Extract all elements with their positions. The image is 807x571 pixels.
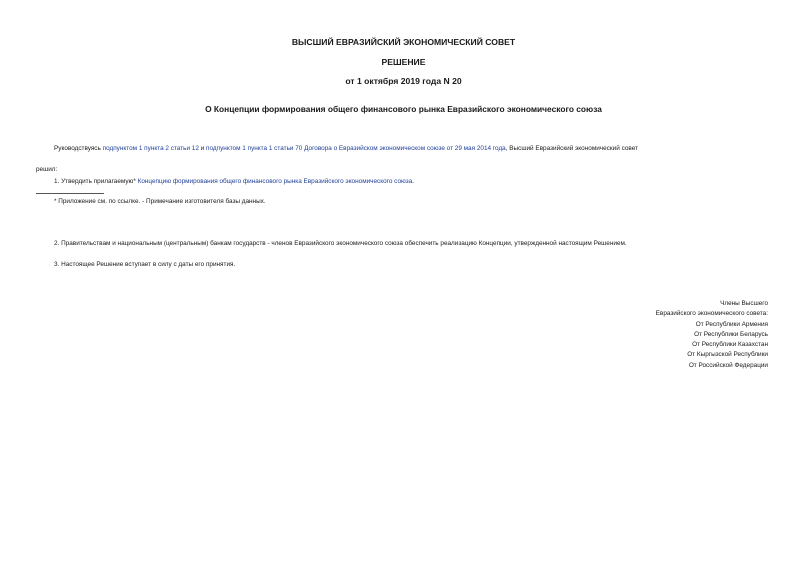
item-1 xyxy=(54,178,414,186)
signature-line-2: Евразийского экономического совета: xyxy=(655,310,768,318)
intro-text-2: и xyxy=(198,145,207,152)
decided-label: решил: xyxy=(36,166,58,173)
document-title: О Концепции формирования общего финансового рынка Евразийского экономического союза xyxy=(205,104,602,114)
issuing-body: ВЫСШИЙ ЕВРАЗИЙСКИЙ ЭКОНОМИЧЕСКИЙ СОВЕТ xyxy=(291,37,516,47)
member-kazakhstan: От Республики Казахстан xyxy=(692,341,768,349)
item-1-end: . xyxy=(412,178,415,185)
article-12-link[interactable]: подпунктом 1 пункта 2 статьи 12 xyxy=(102,145,199,152)
item-2: 2. Правительствам и национальным (центральным) банкам государств - членов Евразийского экономического союза обеспечить реализацию Концепции, утвержденной настоящим Решением. xyxy=(54,240,627,247)
document-date-number: от 1 октября 2019 года N 20 xyxy=(345,76,462,86)
item-1-text: 1. Утвердить прилагаемую* xyxy=(54,178,138,185)
document-type: РЕШЕНИЕ xyxy=(381,57,426,67)
footnote: * Приложение см. по ссылке. - Примечание изготовителя базы данных. xyxy=(54,198,266,205)
footnote-separator xyxy=(36,193,104,194)
treaty-article-70-link[interactable]: подпунктом 1 пункта 1 статьи 70 Договора о Евразийском экономическом союзе от 29 мая 2014 года xyxy=(206,145,506,152)
member-armenia: От Республики Армения xyxy=(695,320,768,328)
member-russia: От Российской Федерации xyxy=(688,361,768,369)
intro-paragraph xyxy=(54,145,638,153)
member-kyrgyzstan: От Кыргызской Республики xyxy=(687,351,768,359)
item-3: 3. Настоящее Решение вступает в силу с даты его принятия. xyxy=(54,261,236,268)
signature-line-1: Члены Высшего xyxy=(720,300,768,307)
intro-text-3: , Высший Евразийский экономический совет xyxy=(505,145,638,152)
concept-link[interactable]: Концепцию формирования общего финансового рынка Евразийского экономического союза xyxy=(137,178,413,185)
signature-block xyxy=(656,299,768,371)
member-belarus: От Республики Беларусь xyxy=(694,330,768,338)
intro-text-1: Руководствуясь xyxy=(54,145,103,152)
